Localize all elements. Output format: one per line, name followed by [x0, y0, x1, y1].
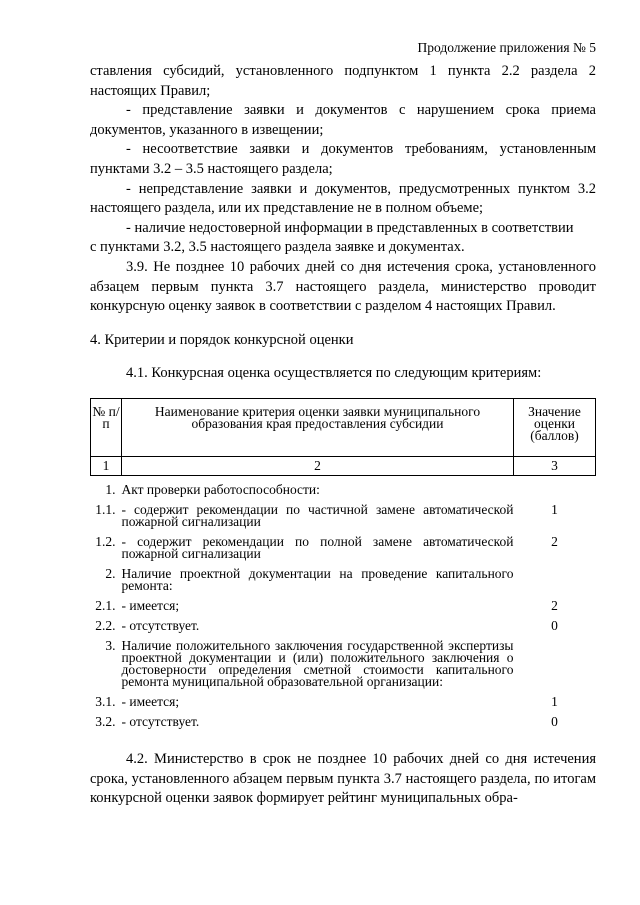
row-criterion: - содержит рекомендации по частичной замене автоматической пожарной сигнализации	[121, 501, 514, 529]
table-row	[91, 592, 596, 612]
row-criterion: - отсутствует.	[121, 713, 200, 729]
paragraph-4-2: 4.2. Министерство в срок не позднее 10 рабочих дней со дня истечения срока, установленного абзацем первым пункта 3.7 настоящего раздела, по итогам конкурсной оценки заявок формирует рейтинг муниципальных обра-	[90, 750, 596, 807]
paragraph: - наличие недостоверной информации в представленных в соответствии	[126, 219, 574, 236]
column-number-row	[91, 456, 596, 475]
criteria-rows	[91, 475, 596, 728]
table-row	[91, 632, 596, 688]
column-number: 3	[514, 456, 596, 475]
row-number: 2.2.	[95, 617, 116, 633]
row-score	[514, 475, 596, 496]
column-number: 1	[91, 456, 122, 475]
row-number: 2.1.	[95, 597, 116, 613]
row-number: 3.2.	[95, 713, 116, 729]
table-row	[91, 496, 596, 528]
row-number: 3.	[105, 637, 116, 653]
row-score: 2	[551, 597, 558, 613]
paragraph: с пунктами 3.2, 3.5 настоящего раздела заявке и документах.	[90, 239, 465, 256]
row-criterion: - содержит рекомендации по полной замене автоматической пожарной сигнализации	[121, 533, 514, 561]
paragraph: - представление заявки и документов с нарушением срока приема документов, указанного в извещении;	[90, 102, 596, 138]
top-paragraphs	[90, 62, 596, 317]
table-row	[91, 708, 596, 728]
section-title: 4. Критерии и порядок конкурсной оценки	[90, 331, 354, 348]
paragraph: - несоответствие заявки и документов требованиям, установленным пунктами 3.2 – 3.5 настоящего раздела;	[90, 141, 596, 177]
row-criterion: - имеется;	[121, 597, 180, 613]
table-row	[91, 528, 596, 560]
row-number: 1.1.	[95, 501, 116, 517]
row-criterion: Наличие проектной документации на проведение капитального ремонта:	[121, 565, 514, 593]
row-score: 0	[551, 713, 558, 729]
document-body	[90, 62, 596, 809]
row-number: 3.1.	[95, 693, 116, 709]
table-row	[91, 688, 596, 708]
paragraph: ставления субсидий, установленного подпунктом 1 пункта 2.2 раздела 2 настоящих Правил;	[90, 63, 596, 99]
row-criterion: - имеется;	[121, 693, 180, 709]
table-header-row	[91, 398, 596, 456]
header-num: № п/п	[91, 398, 122, 456]
table-row	[91, 475, 596, 496]
paragraph: 3.9. Не позднее 10 рабочих дней со дня истечения срока, установленного абзацем первым пункта 3.7 настоящего раздела, министерство проводит конкурсную оценку заявок в соответствии с разделом 4 настоящих Правил.	[90, 258, 596, 315]
row-score	[514, 632, 596, 688]
row-criterion: Наличие положительного заключения государственной экспертизы проектной документации и (или) положительного заключения о достоверности определения сметной стоимости капитального ремонта муниципальной образовательной организации:	[121, 637, 514, 689]
row-number: 2.	[105, 565, 116, 581]
section-lead: 4.1. Конкурсная оценка осуществляется по следующим критериям:	[126, 365, 542, 382]
page-header: Продолжение приложения № 5	[417, 40, 596, 55]
header-name: Наименование критерия оценки заявки муниципального образования края предоставления субсидии	[122, 398, 514, 456]
table-row	[91, 560, 596, 592]
row-score: 1	[551, 693, 558, 709]
table-row	[91, 612, 596, 632]
row-criterion: - отсутствует.	[121, 617, 200, 633]
criteria-table	[90, 398, 596, 728]
row-number: 1.	[105, 481, 116, 497]
row-number: 1.2.	[95, 533, 116, 549]
row-score: 1	[551, 501, 558, 517]
row-score: 0	[551, 617, 558, 633]
row-criterion: Акт проверки работоспособности:	[121, 481, 320, 497]
row-score	[514, 560, 596, 592]
header-score: Значение оценки (баллов)	[514, 398, 596, 456]
column-number: 2	[122, 456, 514, 475]
row-score: 2	[551, 533, 558, 549]
paragraph: - непредставление заявки и документов, предусмотренных пунктом 3.2 настоящего раздела, или их представление не в полном объеме;	[90, 180, 596, 217]
